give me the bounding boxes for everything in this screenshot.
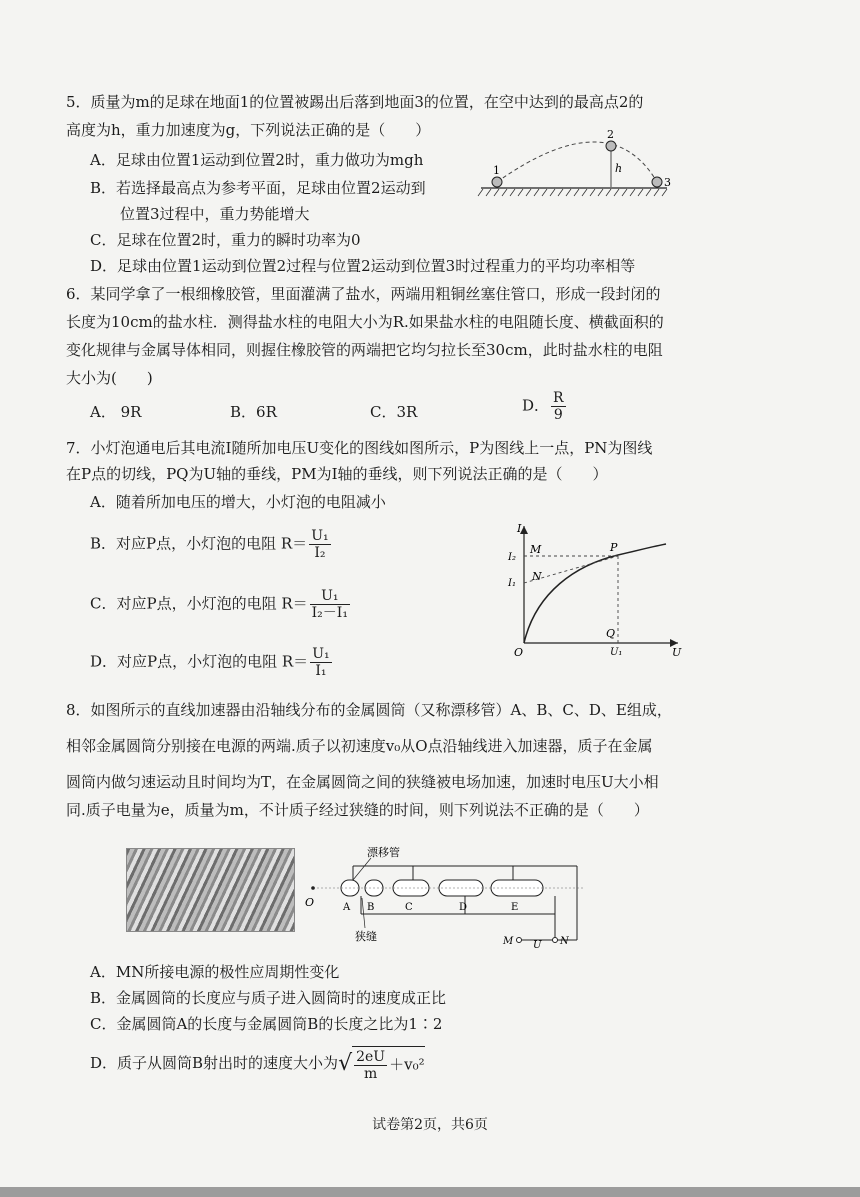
q8-label-c: C — [405, 902, 413, 913]
q7-option-d — [90, 646, 334, 679]
q6-option-d-fraction — [551, 390, 566, 423]
fraction-numerator: U₁ — [312, 646, 330, 662]
q6-stem-line4: 大小为( ) — [66, 369, 153, 387]
q7-point-n: N — [532, 570, 542, 583]
q8-label-b: B — [367, 902, 375, 913]
q6-option-d — [522, 390, 568, 423]
q8-stem-line3: 圆筒内做匀速运动且时间均为T，在金属圆筒之间的狭缝被电场加速，加速时电压U大小相 — [66, 773, 659, 791]
q8-option-d-label: D．质子从圆筒B射出时的速度大小为 — [90, 1054, 339, 1072]
q5-label-3: 3 — [664, 176, 671, 189]
q8-option-d — [90, 1046, 425, 1082]
q6-option-d-label: D． — [522, 396, 550, 415]
fraction-numerator: U₁ — [311, 528, 329, 544]
q5-label-h: h — [615, 162, 623, 175]
q8-label-n: N — [560, 936, 569, 947]
q8-option-d-fraction — [354, 1049, 387, 1082]
q7-stem-line2: 在P点的切线，PQ为U轴的垂线，PM为I轴的垂线，则下列说法正确的是（ ） — [66, 465, 608, 483]
q8-label-e: E — [511, 902, 519, 913]
fraction-denominator: 9 — [553, 407, 563, 423]
page-footer: 试卷第2页，共6页 — [372, 1117, 488, 1133]
q7-option-c — [90, 588, 352, 621]
q7-axis-i: I — [517, 522, 522, 535]
q7-label-i2: I₂ — [508, 552, 516, 563]
q8-stem-line4: 同.质子电量为e，质量为m，不计质子经过狭缝的时间，则下列说法不正确的是（ ） — [66, 801, 649, 819]
q8-label-m: M — [503, 936, 514, 947]
q7-option-d-fraction — [310, 646, 331, 679]
linear-accelerator-photo — [126, 848, 295, 932]
q5-label-2: 2 — [607, 128, 614, 141]
fraction-numerator: R — [553, 390, 564, 406]
q8-label-u: U — [533, 940, 542, 950]
q8-label-drift-tube: 漂移管 — [367, 846, 400, 859]
fraction-numerator: U₁ — [310, 588, 350, 605]
q5-option-c: C．足球在位置2时，重力的瞬时功率为0 — [90, 231, 361, 249]
square-root: √ $\frac{2eU}{m}$ ＋v₀² — [338, 1046, 425, 1082]
q8-label-gap: 狭缝 — [355, 930, 377, 943]
q8-option-d-tail: ＋v₀² — [389, 1055, 425, 1074]
q6-stem-line2: 长度为10cm的盐水柱．测得盐水柱的电阻大小为R.如果盐水柱的电阻随长度、横截面积的 — [66, 313, 664, 331]
q8-option-c: C．金属圆筒A的长度与金属圆筒B的长度之比为1∶2 — [90, 1015, 443, 1033]
q6-option-a: A． 9R — [90, 403, 142, 421]
q7-axis-u: U — [672, 646, 682, 659]
q8-accelerator-diagram — [305, 840, 595, 950]
q7-option-a: A．随着所加电压的增大，小灯泡的电阻减小 — [90, 493, 386, 511]
fraction-denominator: I₂－I₁ — [311, 605, 348, 621]
q7-stem-line1: 7．小灯泡通电后其电流I随所加电压U变化的图线如图所示，P为图线上一点，PN为图线 — [66, 439, 653, 457]
q7-label-i1: I₁ — [508, 578, 516, 589]
q6-stem-line3: 变化规律与金属导体相同，则握住橡胶管的两端把它均匀拉长至30cm，此时盐水柱的电阻 — [66, 341, 663, 359]
q7-point-m: M — [530, 543, 542, 556]
q8-option-b: B．金属圆筒的长度应与质子进入圆筒时的速度成正比 — [90, 989, 447, 1007]
q8-stem-line2: 相邻金属圆筒分别接在电源的两端.质子以初速度v₀从O点沿轴线进入加速器，质子在金属 — [66, 737, 653, 755]
q5-stem-line2: 高度为h，重力加速度为g，下列说法正确的是（ ） — [66, 121, 431, 139]
q7-origin-o: O — [514, 646, 524, 659]
scan-edge — [0, 1187, 860, 1197]
q7-point-q: Q — [606, 627, 616, 640]
q7-option-d-label: D．对应P点，小灯泡的电阻 R＝ — [90, 652, 309, 671]
q7-label-u1: U₁ — [610, 647, 623, 658]
q8-label-o: O — [305, 896, 315, 909]
q8-stem-line1: 8．如图所示的直线加速器由沿轴线分布的金属圆筒（又称漂移管）A、B、C、D、E组成， — [66, 701, 672, 719]
q7-option-b-fraction — [309, 528, 330, 561]
q7-option-b-label: B．对应P点，小灯泡的电阻 R＝ — [90, 534, 308, 553]
q5-trajectory-figure — [475, 128, 675, 200]
q5-option-b-line1: B．若选择最高点为参考平面，足球由位置2运动到 — [90, 179, 426, 197]
q7-option-b — [90, 528, 333, 561]
q6-stem-line1: 6．某同学拿了一根细橡胶管，里面灌满了盐水，两端用粗铜丝塞住管口，形成一段封闭的 — [66, 285, 661, 303]
q6-option-c: C．3R — [370, 403, 418, 421]
q7-option-c-fraction — [310, 588, 350, 621]
q8-label-d: D — [459, 902, 468, 913]
q8-option-a: A．MN所接电源的极性应周期性变化 — [90, 963, 340, 981]
fraction-denominator: m — [363, 1066, 378, 1082]
q5-label-1: 1 — [493, 164, 500, 177]
q5-option-b-line2: 位置3过程中，重力势能增大 — [120, 205, 310, 223]
fraction-denominator: I₂ — [314, 545, 326, 561]
fraction-denominator: I₁ — [315, 663, 327, 679]
fraction-numerator: 2eU — [356, 1049, 386, 1065]
q7-point-p: P — [610, 541, 618, 554]
q5-option-d: D．足球由位置1运动到位置2过程与位置2运动到位置3时过程重力的平均功率相等 — [90, 257, 636, 275]
q5-option-a: A．足球由位置1运动到位置2时，重力做功为mgh — [90, 151, 424, 169]
q7-iu-graph — [506, 520, 686, 660]
q6-option-b: B．6R — [230, 403, 277, 421]
q5-stem-line1: 5．质量为m的足球在地面1的位置被踢出后落到地面3的位置，在空中达到的最高点2的 — [66, 93, 644, 111]
q8-label-a: A — [343, 902, 351, 913]
q7-option-c-label: C．对应P点，小灯泡的电阻 R＝ — [90, 594, 308, 613]
